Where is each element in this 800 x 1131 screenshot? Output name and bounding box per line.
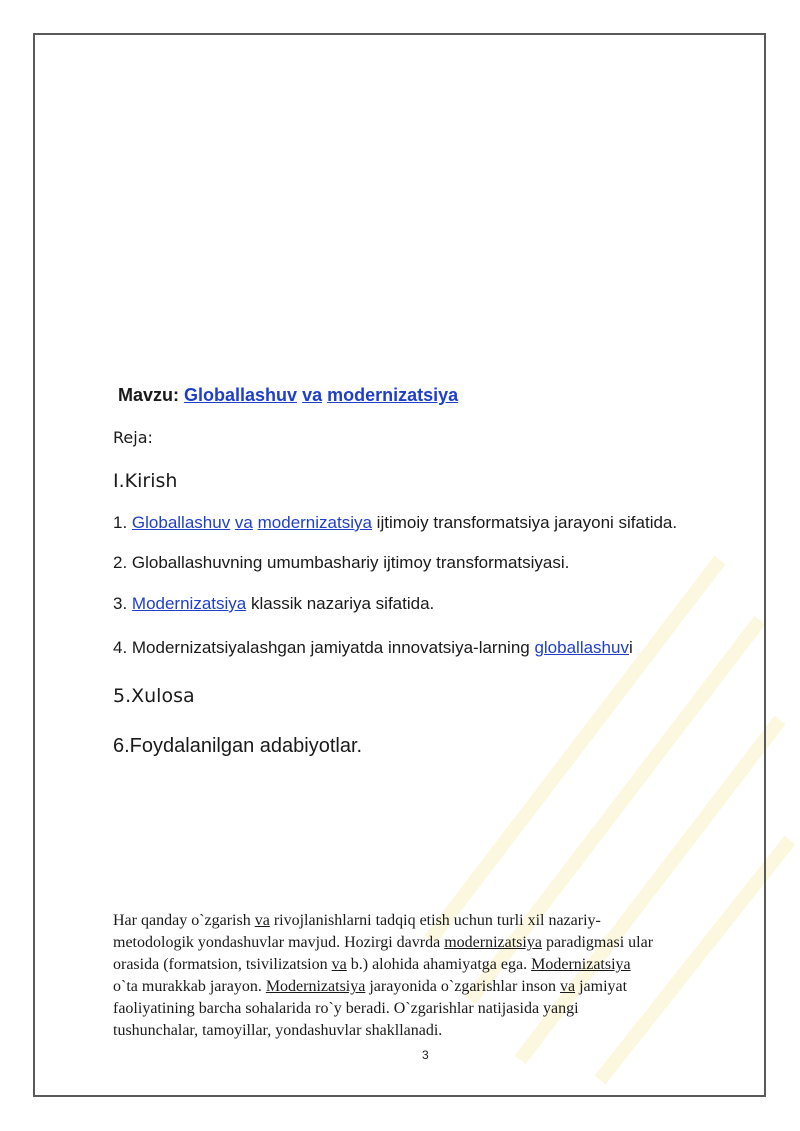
item4-suffix: i bbox=[628, 638, 633, 657]
plan-item-2: 2. Globallashuvning umumbashariy ijtimoy transformatsiyasi. bbox=[113, 553, 570, 572]
plan-item-4 bbox=[113, 638, 633, 658]
item1-link-modernizatsiya[interactable]: modernizatsiya bbox=[257, 513, 372, 532]
title-prefix: Mavzu: bbox=[118, 385, 185, 405]
paragraph-line: tushunchalar, tamoyillar, yondashuvlar shakllanadi. bbox=[113, 1022, 443, 1039]
paragraph-line: Har qanday o`zgarish va rivojlanishlarni tadqiq etish uchun turli xil nazariy- bbox=[113, 912, 601, 929]
paragraph-line: o`ta murakkab jarayon. Modernizatsiya jarayonida o`zgarishlar inson va jamiyat bbox=[113, 978, 628, 995]
paragraph-line: faoliyatining barcha sohalarida ro`y beradi. O`zgarishlar natijasida yangi bbox=[113, 1000, 579, 1017]
plan-literature: 6.Foydalanilgan adabiyotlar. bbox=[113, 735, 363, 757]
item1-text: ijtimoiy transformatsiya jarayoni sifatida. bbox=[371, 513, 678, 532]
item1-link-globallashuv[interactable]: Globallashuv bbox=[131, 513, 231, 532]
item3-link-modernizatsiya[interactable]: Modernizatsiya bbox=[131, 594, 247, 613]
title-link-va[interactable]: va bbox=[302, 385, 323, 405]
title-link-globallashuv[interactable]: Globallashuv bbox=[184, 385, 298, 405]
item4-link-globallashuv[interactable]: globallashuv bbox=[534, 638, 629, 657]
item-number: 1. bbox=[113, 513, 132, 532]
document-title bbox=[118, 385, 458, 406]
paragraph-line: metodologik yondashuvlar mavjud. Hozirgi davrda modernizatsiya paradigmasi ular bbox=[113, 934, 654, 951]
plan-item-3 bbox=[113, 594, 434, 614]
item3-text: klassik nazariya sifatida. bbox=[246, 594, 435, 613]
item4-text: 4. Modernizatsiyalashgan jamiyatda innovatsiya-larning bbox=[113, 638, 535, 657]
plan-item-1 bbox=[113, 513, 677, 533]
item1-link-va[interactable]: va bbox=[234, 513, 253, 532]
body-paragraph bbox=[113, 910, 758, 1042]
plan-conclusion: 5.Xulosa bbox=[113, 685, 195, 707]
plan-intro: I.Kirish bbox=[113, 470, 178, 492]
page-number: 3 bbox=[422, 1048, 429, 1062]
plan-label: Reja: bbox=[113, 428, 153, 447]
item-number: 3. bbox=[113, 594, 132, 613]
title-link-modernizatsiya[interactable]: modernizatsiya bbox=[327, 385, 459, 405]
paragraph-line: orasida (formatsion, tsivilizatsion va b.) alohida ahamiyatga ega. Modernizatsiya bbox=[113, 956, 631, 973]
